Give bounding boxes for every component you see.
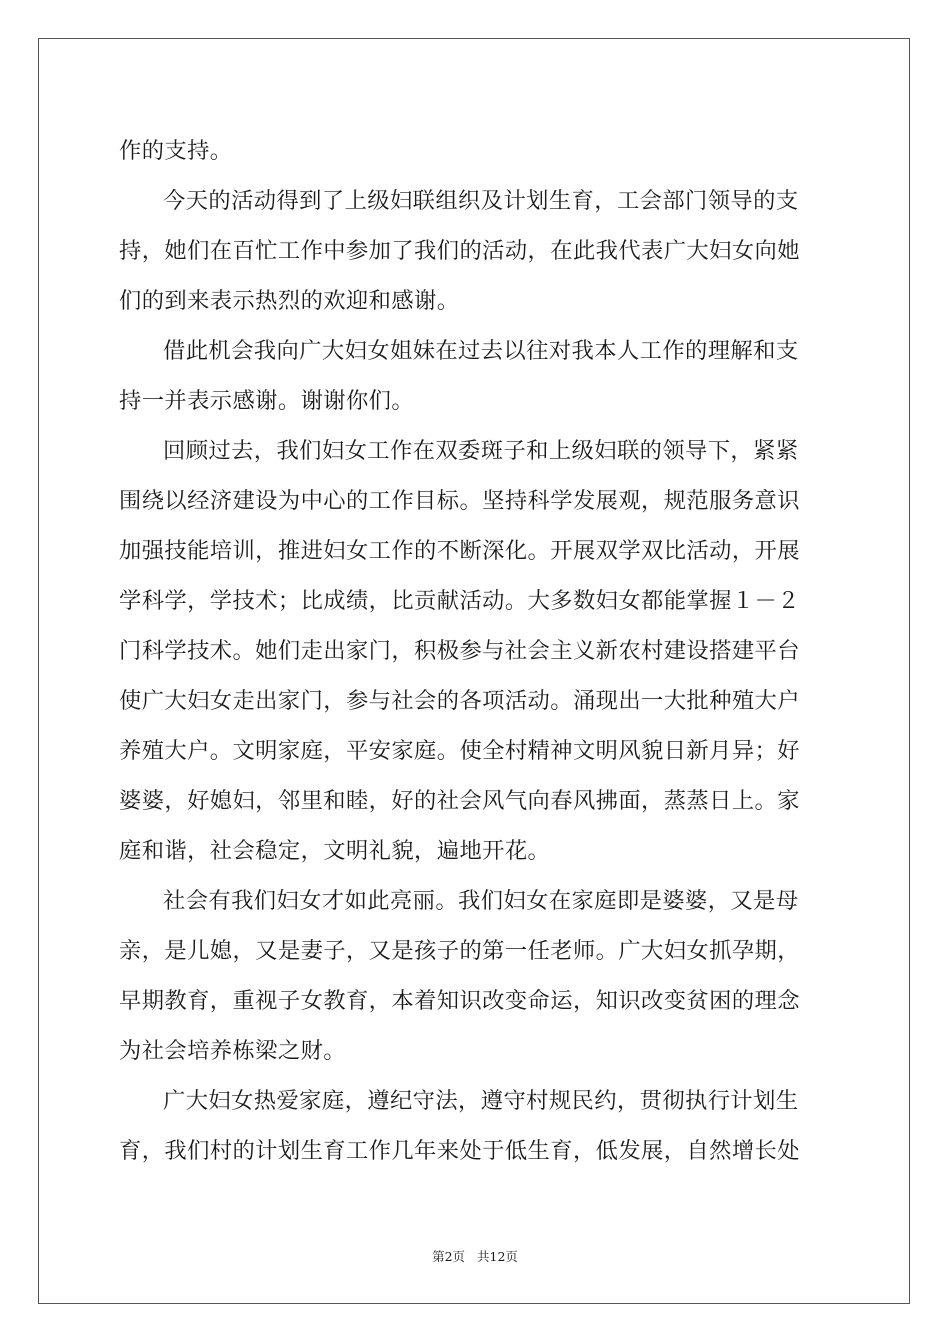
text-line: 作的支持。 (119, 138, 233, 164)
page-total: 共12页 (477, 1249, 518, 1264)
text-line: 门科学技术。她们走出家门，积极参与社会主义新农村建设搭建平台 (119, 638, 800, 664)
text-line: 加强技能培训，推进妇女工作的不断深化。开展双学双比活动，开展 (119, 538, 800, 564)
text-line: 今天的活动得到了上级妇联组织及计划生育，工会部门领导的支 (163, 188, 799, 214)
text-line: 社会有我们妇女才如此亮丽。我们妇女在家庭即是婆婆，又是母 (163, 888, 799, 914)
text-line: 婆婆，好媳妇，邻里和睦，好的社会风气向春风拂面，蒸蒸日上。家 (119, 788, 800, 814)
document-body (119, 126, 831, 1176)
text-line: 使广大妇女走出家门，参与社会的各项活动。涌现出一大批种殖大户 (119, 688, 800, 714)
text-line: 广大妇女热爱家庭，遵纪守法，遵守村规民约，贯彻执行计划生 (163, 1088, 799, 1114)
text-line: 育，我们村的计划生育工作几年来处于低生育，低发展，自然增长处 (119, 1138, 800, 1164)
text-line: 回顾过去，我们妇女工作在双委斑子和上级妇联的领导下，紧紧 (163, 438, 799, 464)
text-line: 早期教育，重视子女教育，本着知识改变命运，知识改变贫困的理念 (119, 988, 800, 1014)
text-line: 借此机会我向广大妇女姐妹在过去以往对我本人工作的理解和支 (163, 338, 799, 364)
page-number: 第2页 (432, 1249, 466, 1264)
text-line: 庭和谐，社会稳定，文明礼貌，遍地开花。 (119, 838, 551, 864)
text-line: 亲，是儿媳，又是妻子，又是孩子的第一任老师。广大妇女抓孕期， (119, 938, 800, 964)
text-line: 持一并表示感谢。谢谢你们。 (119, 388, 415, 414)
text-line: 持，她们在百忙工作中参加了我们的活动，在此我代表广大妇女向她 (119, 238, 800, 264)
text-line: 学科学，学技术；比成绩，比贡献活动。大多数妇女都能掌握１－２ (119, 588, 800, 614)
text-line: 养殖大户。文明家庭，平安家庭。使全村精神文明风貌日新月异；好 (119, 738, 800, 764)
text-line: 为社会培养栋梁之财。 (119, 1038, 346, 1064)
text-line: 围绕以经济建设为中心的工作目标。坚持科学发展观，规范服务意识 (119, 488, 800, 514)
page-footer (0, 1247, 950, 1265)
text-line: 们的到来表示热烈的欢迎和感谢。 (119, 288, 460, 314)
